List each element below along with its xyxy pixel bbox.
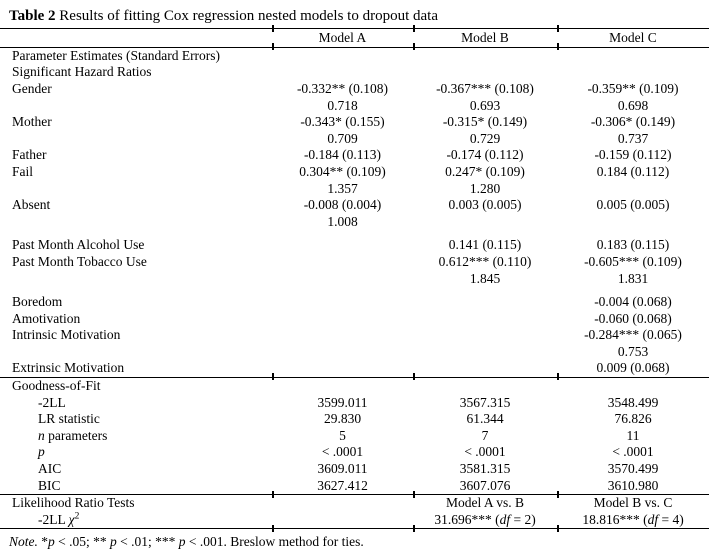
text-segment: < .05; ** <box>54 534 110 550</box>
table-row <box>0 164 709 181</box>
cell-model-c: < .0001 <box>612 444 654 460</box>
cell-model-a: -0.184 (0.113) <box>303 147 382 163</box>
cell-model-c: 0.737 <box>617 130 649 146</box>
cell-model-b: 0.247* (0.109) <box>445 163 525 179</box>
cell-model-a: 3627.412 <box>317 477 368 493</box>
cell-model-c: 3610.980 <box>607 477 659 493</box>
text-segment: parameters <box>44 427 108 443</box>
cell-model-a: 0.709 <box>327 130 358 146</box>
text-segment: = 2) <box>510 511 536 527</box>
table-title <box>0 6 709 28</box>
cell-model-a: -0.008 (0.004) <box>303 197 382 213</box>
column-boundary-tick <box>413 43 415 50</box>
column-boundary-tick <box>413 525 415 532</box>
cell-model-b: 0.003 (0.005) <box>448 197 522 213</box>
cell-model-a: 1.357 <box>327 180 358 196</box>
table-row <box>0 114 709 131</box>
table-row <box>0 327 709 344</box>
row-label: Amotivation <box>12 310 81 326</box>
row-label: Intrinsic Motivation <box>12 327 121 343</box>
row-label: Boredom <box>12 294 63 310</box>
cell-model-c: 0.753 <box>617 343 649 359</box>
cell-model-c: 1.831 <box>617 270 649 286</box>
text-segment: Note. <box>9 534 38 550</box>
text-segment: χ <box>68 511 75 527</box>
table-row <box>0 360 709 377</box>
table-rule-top <box>0 28 709 29</box>
cell-model-b: 7 <box>481 427 489 443</box>
row-label: BIC <box>38 477 61 493</box>
text-segment: n <box>38 427 45 443</box>
cell-model-c: 0.184 (0.112) <box>596 163 670 179</box>
column-boundary-tick <box>272 525 274 532</box>
table-row <box>0 213 709 230</box>
table-row <box>0 254 709 271</box>
column-boundary-tick <box>413 491 415 498</box>
column-boundary-tick <box>557 373 559 380</box>
row-spacer <box>0 287 709 294</box>
cell-model-a: -0.343* (0.155) <box>300 114 385 130</box>
cell-model-c: 3570.499 <box>607 461 659 477</box>
text-segment: df <box>499 511 511 527</box>
text-segment: 18.816*** ( <box>582 511 648 527</box>
row-label: Absent <box>12 197 51 213</box>
table-row <box>0 197 709 214</box>
text-segment: -2LL <box>38 511 69 527</box>
column-boundary-tick <box>413 25 415 32</box>
table-row <box>0 477 709 494</box>
column-boundary-tick <box>557 25 559 32</box>
cell-model-b: -0.367*** (0.108) <box>436 80 534 96</box>
cell-model-b: 0.141 (0.115) <box>448 237 522 253</box>
cell-model-b: 1.845 <box>469 270 501 286</box>
row-label: Parameter Estimates (Standard Errors) <box>12 47 221 63</box>
cell-model-c: -0.359** (0.109) <box>587 80 679 96</box>
cell-model-a: 1.008 <box>327 213 358 229</box>
row-label: Extrinsic Motivation <box>12 360 125 376</box>
table-row <box>0 97 709 114</box>
cell-model-c: -0.060 (0.068) <box>594 310 672 326</box>
cell-model-a: 0.304** (0.109) <box>299 163 386 179</box>
column-header-model-a: Model A <box>318 29 367 45</box>
table-header-row <box>0 29 709 47</box>
row-label: Fail <box>12 163 34 179</box>
row-label: LR statistic <box>38 411 100 427</box>
cell-model-c: 76.826 <box>614 411 652 427</box>
row-label: Significant Hazard Ratios <box>12 64 152 80</box>
column-boundary-tick <box>413 373 415 380</box>
row-label: AIC <box>38 461 62 477</box>
table-row <box>0 294 709 311</box>
text-segment: Table 2 <box>9 8 56 24</box>
cell-model-c: 3548.499 <box>607 394 659 410</box>
column-boundary-tick <box>272 373 274 380</box>
cell-model-b: 3567.315 <box>459 394 511 410</box>
column-boundary-tick <box>272 25 274 32</box>
row-label <box>0 428 272 444</box>
text-segment: * <box>37 534 48 550</box>
row-label: Mother <box>12 114 52 130</box>
row-label: Gender <box>12 80 52 96</box>
cell-model-c: 0.183 (0.115) <box>596 237 670 253</box>
table-row <box>0 48 709 65</box>
table-rule <box>0 494 709 495</box>
table-body <box>0 48 709 530</box>
table-row <box>0 344 709 361</box>
row-label: Father <box>12 147 47 163</box>
cell-model-c: Model B vs. C <box>593 495 673 511</box>
table-row <box>0 394 709 411</box>
table-row <box>0 495 709 512</box>
row-label: -2LL <box>38 394 66 410</box>
cell-model-c: -0.605*** (0.109) <box>584 253 682 269</box>
cell-model-a: 5 <box>339 427 346 443</box>
cell-model-c: -0.004 (0.068) <box>594 294 672 310</box>
table-rule <box>0 377 709 378</box>
column-boundary-tick <box>272 491 274 498</box>
text-segment: < .001. Breslow method for ties. <box>185 534 364 550</box>
table-row <box>0 378 709 395</box>
row-spacer <box>0 230 709 237</box>
text-segment: df <box>647 511 659 527</box>
table-note <box>0 534 709 550</box>
cell-model-a: 29.830 <box>323 411 362 427</box>
cell-model-b: Model A vs. B <box>445 495 524 511</box>
cell-model-c: 11 <box>626 427 640 443</box>
cell-model-b: 3581.315 <box>459 461 511 477</box>
cell-model-a: 0.718 <box>327 97 358 113</box>
text-segment: 31.696*** ( <box>434 511 500 527</box>
cell-model-b: 61.344 <box>466 411 504 427</box>
table-rule <box>0 528 709 529</box>
text-segment: p <box>38 444 45 460</box>
cell-model-b: 0.612*** (0.110) <box>438 253 532 269</box>
table-row <box>0 64 709 81</box>
cell-model-c: 0.009 (0.068) <box>596 360 670 376</box>
text-segment: Results of fitting Cox regression nested models to dropout data <box>55 8 438 24</box>
text-segment: p <box>110 534 117 550</box>
table-row <box>0 428 709 445</box>
cell-model-a: 3599.011 <box>317 394 368 410</box>
table-row <box>0 237 709 254</box>
text-segment: < .01; *** <box>116 534 179 550</box>
cell-model-b: < .0001 <box>464 444 506 460</box>
cell-model-b <box>413 512 557 528</box>
cell-model-a: -0.332** (0.108) <box>296 80 389 96</box>
table-row <box>0 310 709 327</box>
cell-model-b: 1.280 <box>469 180 501 196</box>
row-label: Past Month Tobacco Use <box>12 253 147 269</box>
cell-model-c: -0.159 (0.112) <box>594 147 672 163</box>
cell-model-c: -0.306* (0.149) <box>590 114 676 130</box>
cell-model-c: 0.005 (0.005) <box>596 197 670 213</box>
cell-model-c: 0.698 <box>617 97 649 113</box>
table-rule-under-header <box>0 47 709 48</box>
text-segment: 2 <box>74 511 80 522</box>
cell-model-b: 3607.076 <box>459 477 511 493</box>
table-row <box>0 130 709 147</box>
cell-model-b: 0.729 <box>469 130 501 146</box>
row-label <box>0 444 272 460</box>
column-boundary-tick <box>272 43 274 50</box>
table-row <box>0 81 709 98</box>
table-row <box>0 461 709 478</box>
row-label <box>0 512 272 528</box>
row-label: Likelihood Ratio Tests <box>12 495 135 511</box>
cell-model-b: -0.315* (0.149) <box>442 114 528 130</box>
cell-model-b: -0.174 (0.112) <box>446 147 524 163</box>
table-row <box>0 512 709 529</box>
cell-model-a: 3609.011 <box>317 461 368 477</box>
cell-model-a: < .0001 <box>321 444 364 460</box>
text-segment: = 4) <box>658 511 684 527</box>
cell-model-c <box>557 512 709 528</box>
column-boundary-tick <box>557 43 559 50</box>
table-row <box>0 180 709 197</box>
row-label: Past Month Alcohol Use <box>12 237 145 253</box>
column-boundary-tick <box>557 525 559 532</box>
column-header-model-c: Model C <box>609 29 657 45</box>
text-segment: p <box>48 534 55 550</box>
table-row <box>0 147 709 164</box>
table-row <box>0 270 709 287</box>
column-header-model-b: Model B <box>461 29 509 45</box>
table-row <box>0 444 709 461</box>
table-row <box>0 411 709 428</box>
column-boundary-tick <box>557 491 559 498</box>
text-segment: p <box>178 534 186 550</box>
cell-model-b: 0.693 <box>469 97 501 113</box>
row-label: Goodness-of-Fit <box>12 378 101 394</box>
cell-model-c: -0.284*** (0.065) <box>584 327 682 343</box>
